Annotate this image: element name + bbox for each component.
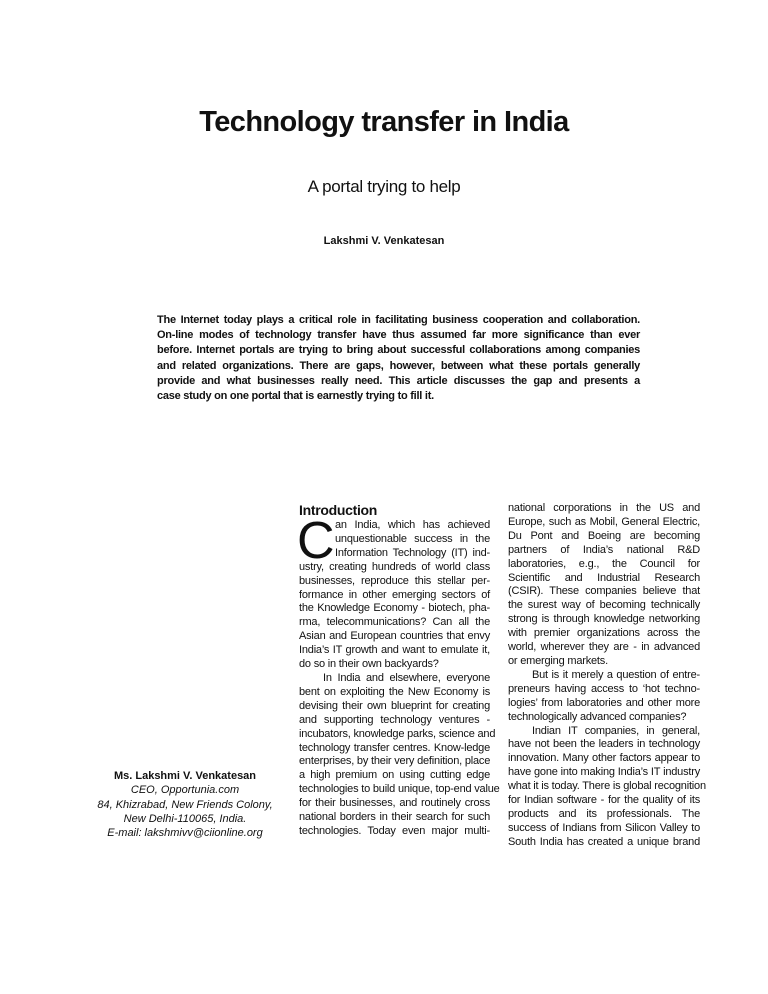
body-line: India’s IT growth and want to emulate it, bbox=[299, 644, 490, 657]
body-line: an India, which has achieved bbox=[335, 519, 490, 531]
article-subtitle: A portal trying to help bbox=[307, 177, 461, 196]
body-line: for their businesses, and routinely cross bbox=[299, 797, 490, 810]
body-line: incubators, knowledge parks, science and bbox=[299, 727, 496, 740]
body-line: South India has created a unique brand bbox=[508, 835, 700, 848]
body-line: technologically advanced companies? bbox=[508, 710, 687, 723]
body-line: Information Technology (IT) ind- bbox=[335, 546, 490, 559]
body-line: unquestionable success in the bbox=[335, 532, 490, 545]
body-line: Du Pont and Boeing are becoming bbox=[508, 529, 700, 542]
abstract-line: On-line modes of technology transfer have thus assumed far more significance than ever bbox=[157, 329, 640, 342]
abstract-line: and related organizations. There are gaps, however, between what these portals generally bbox=[157, 359, 640, 372]
affiliation-address: 84, Khizrabad, New Friends Colony, bbox=[97, 798, 273, 811]
body-line: (CSIR). These companies believe that bbox=[508, 585, 700, 598]
body-line: bent on exploiting the New Economy is bbox=[299, 685, 490, 698]
abstract-line: provide and what businesses really need. This article discusses the gap and presents a bbox=[157, 374, 640, 387]
body-line: Indian IT companies, in general, bbox=[532, 724, 700, 737]
affiliation-role: CEO, Opportunia.com bbox=[130, 784, 240, 797]
body-line: ustry, creating hundreds of world class bbox=[299, 560, 490, 573]
body-line: But is it merely a question of entre- bbox=[532, 668, 700, 681]
body-line: strong is through knowledge networking bbox=[508, 613, 700, 626]
body-line: the surest way of becoming technically bbox=[508, 599, 700, 612]
body-column-2 bbox=[508, 502, 706, 850]
body-line: formance in other emerging sectors of bbox=[299, 588, 490, 601]
abstract-line: before. Internet portals are trying to bring about successful collaborations among companies bbox=[157, 344, 640, 357]
body-line: preneurs having access to ‘hot techno- bbox=[508, 682, 700, 695]
body-line: enterprises, by their very definition, place bbox=[299, 755, 491, 768]
body-line: Europe, such as Mobil, General Electric, bbox=[508, 515, 700, 528]
body-line: innovation. Many other factors appear to bbox=[508, 752, 700, 765]
article-title: Technology transfer in India bbox=[199, 106, 569, 138]
body-line: products and its professionals. The bbox=[508, 807, 700, 820]
body-line: and supporting technology ventures - bbox=[299, 713, 490, 726]
body-line: do so in their own backyards? bbox=[299, 658, 439, 671]
body-line: In India and elsewhere, everyone bbox=[323, 671, 490, 684]
drop-cap: C bbox=[297, 512, 335, 570]
body-column-1 bbox=[297, 502, 500, 839]
body-line: logies’ from laboratories and other more bbox=[508, 696, 700, 709]
abstract-line: The Internet today plays a critical role in facilitating business cooperation and collaboration. bbox=[157, 314, 640, 326]
abstract bbox=[157, 313, 640, 404]
affiliation-name: Ms. Lakshmi V. Venkatesan bbox=[113, 770, 257, 782]
body-line: for Indian software - for the quality of its bbox=[508, 794, 700, 807]
body-line: Asian and European countries that envy bbox=[299, 630, 490, 643]
body-line: or emerging markets. bbox=[508, 654, 608, 667]
body-line: national corporations in the US and bbox=[508, 502, 700, 514]
body-line: partners of India’s national R&D bbox=[508, 543, 700, 556]
body-line: a high premium on using cutting edge bbox=[299, 769, 490, 782]
body-line: with premier organizations across the bbox=[508, 627, 700, 640]
body-line: success of Indians from Silicon Valley to bbox=[508, 821, 700, 834]
abstract-line: case study on one portal that is earnestly trying to fill it. bbox=[157, 390, 434, 403]
body-line: technologies to build unique, top-end value bbox=[299, 783, 500, 796]
author-affiliation bbox=[90, 769, 280, 840]
body-line: have gone into making India’s IT industry bbox=[508, 766, 700, 779]
body-line: have not been the leaders in technology bbox=[508, 738, 700, 751]
body-line: what it is today. There is global recognition bbox=[508, 780, 706, 793]
body-line: technology transfer centres. Know-ledge bbox=[299, 741, 490, 754]
body-line: national borders in their search for such bbox=[299, 811, 490, 824]
affiliation-email: E-mail: lakshmivv@ciionline.org bbox=[107, 827, 263, 840]
body-line: world, wherever they are - in advanced bbox=[508, 641, 700, 654]
body-line: devising their own blueprint for creating bbox=[299, 699, 490, 712]
section-heading: Introduction bbox=[299, 502, 378, 518]
affiliation-city: New Delhi-110065, India. bbox=[123, 812, 247, 825]
author-byline: Lakshmi V. Venkatesan bbox=[323, 235, 445, 247]
body-line: businesses, reproduce this stellar per- bbox=[299, 574, 490, 587]
body-line: laboratories, e.g., the Council for bbox=[508, 557, 700, 570]
body-line: rma, telecommunications? Can all the bbox=[299, 616, 490, 629]
body-line: Scientific and Industrial Research bbox=[508, 571, 700, 584]
body-line: the Knowledge Economy - biotech, pha- bbox=[299, 602, 490, 615]
body-line: technologies. Today even major multi- bbox=[299, 824, 490, 837]
